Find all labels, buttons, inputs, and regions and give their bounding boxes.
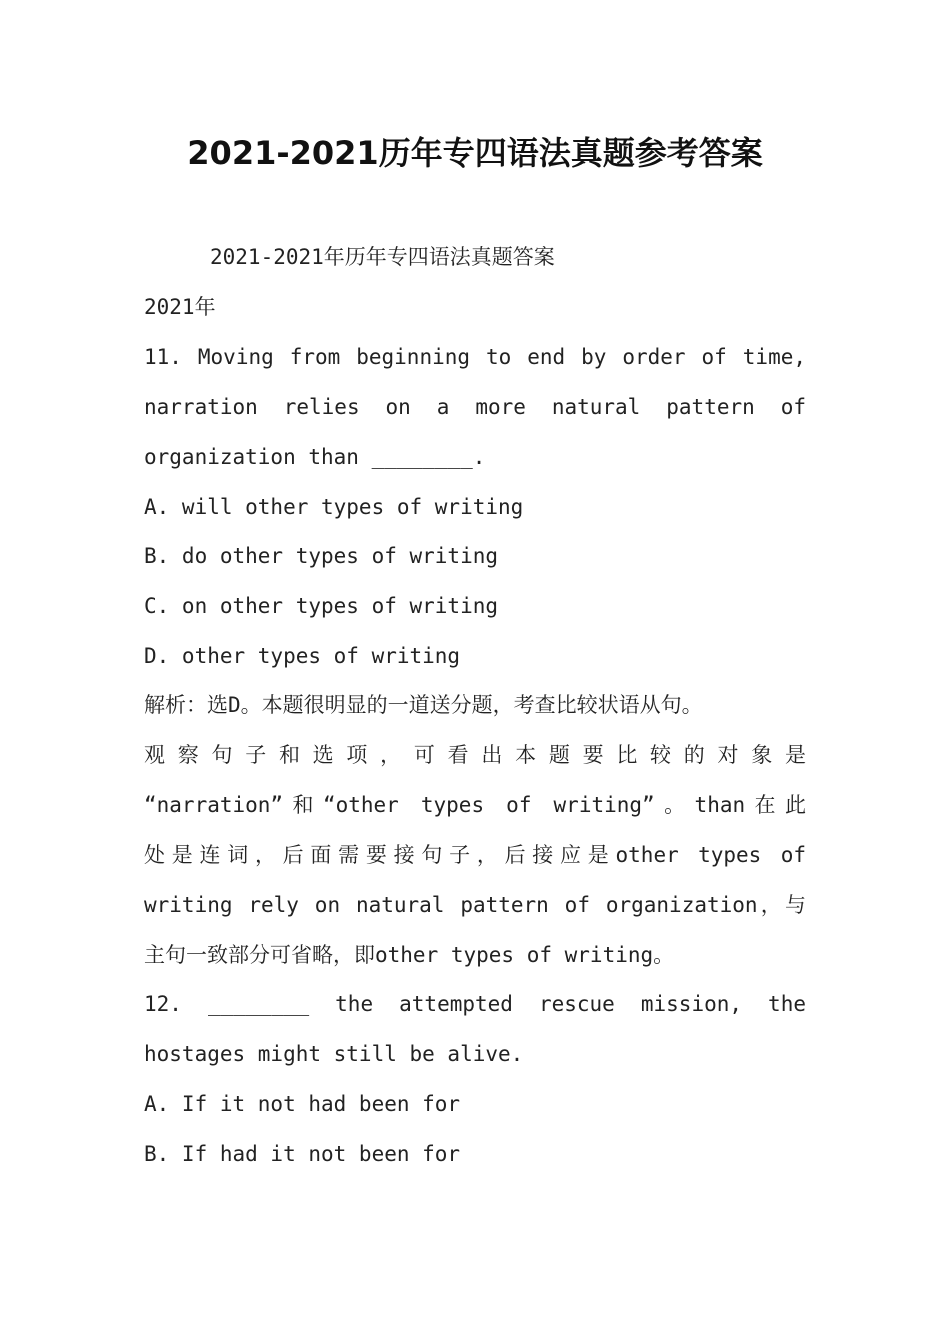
analysis-line-2: 观 察 句 子 和 选 项 ， 可 看 出 本 题 要 比 较 的 对 象 是 [144, 743, 806, 767]
question-11-option-b: B. do other types of writing [144, 544, 499, 568]
question-12-line-2: hostages might still be alive. [144, 1042, 524, 1066]
subtitle-line: 2021-2021年历年专四语法真题答案 [210, 245, 555, 269]
question-12-option-a: A. If it not had been for [144, 1092, 461, 1116]
question-12-option-b: B. If had it not been for [144, 1142, 461, 1166]
question-11-option-d: D. other types of writing [144, 644, 461, 668]
question-11-option-a: A. will other types of writing [144, 495, 524, 519]
analysis-line-1: 解析：选D。本题很明显的一道送分题，考查比较状语从句。 [144, 693, 703, 717]
question-11-option-c: C. on other types of writing [144, 594, 499, 618]
question-12-line-1: 12. ________ the attempted rescue mission, the [144, 992, 806, 1016]
year-heading: 2021年 [144, 295, 216, 319]
question-11-line-1: 11. Moving from beginning to end by order of time, [144, 345, 806, 369]
analysis-line-5: writing rely on natural pattern of organization，与 [144, 893, 806, 917]
document-title: 2021-2021历年专四语法真题参考答案 [187, 134, 763, 172]
question-11-line-2: narration relies on a more natural pattern of [144, 395, 806, 419]
question-11-line-3: organization than ________. [144, 445, 486, 469]
analysis-line-4: 处是连词，后面需要接句子，后接应是other types of [144, 843, 806, 867]
analysis-line-3: “narration”和“other types of writing”。than在此 [144, 793, 806, 817]
analysis-line-6: 主句一致部分可省略，即other types of writing。 [144, 943, 675, 967]
